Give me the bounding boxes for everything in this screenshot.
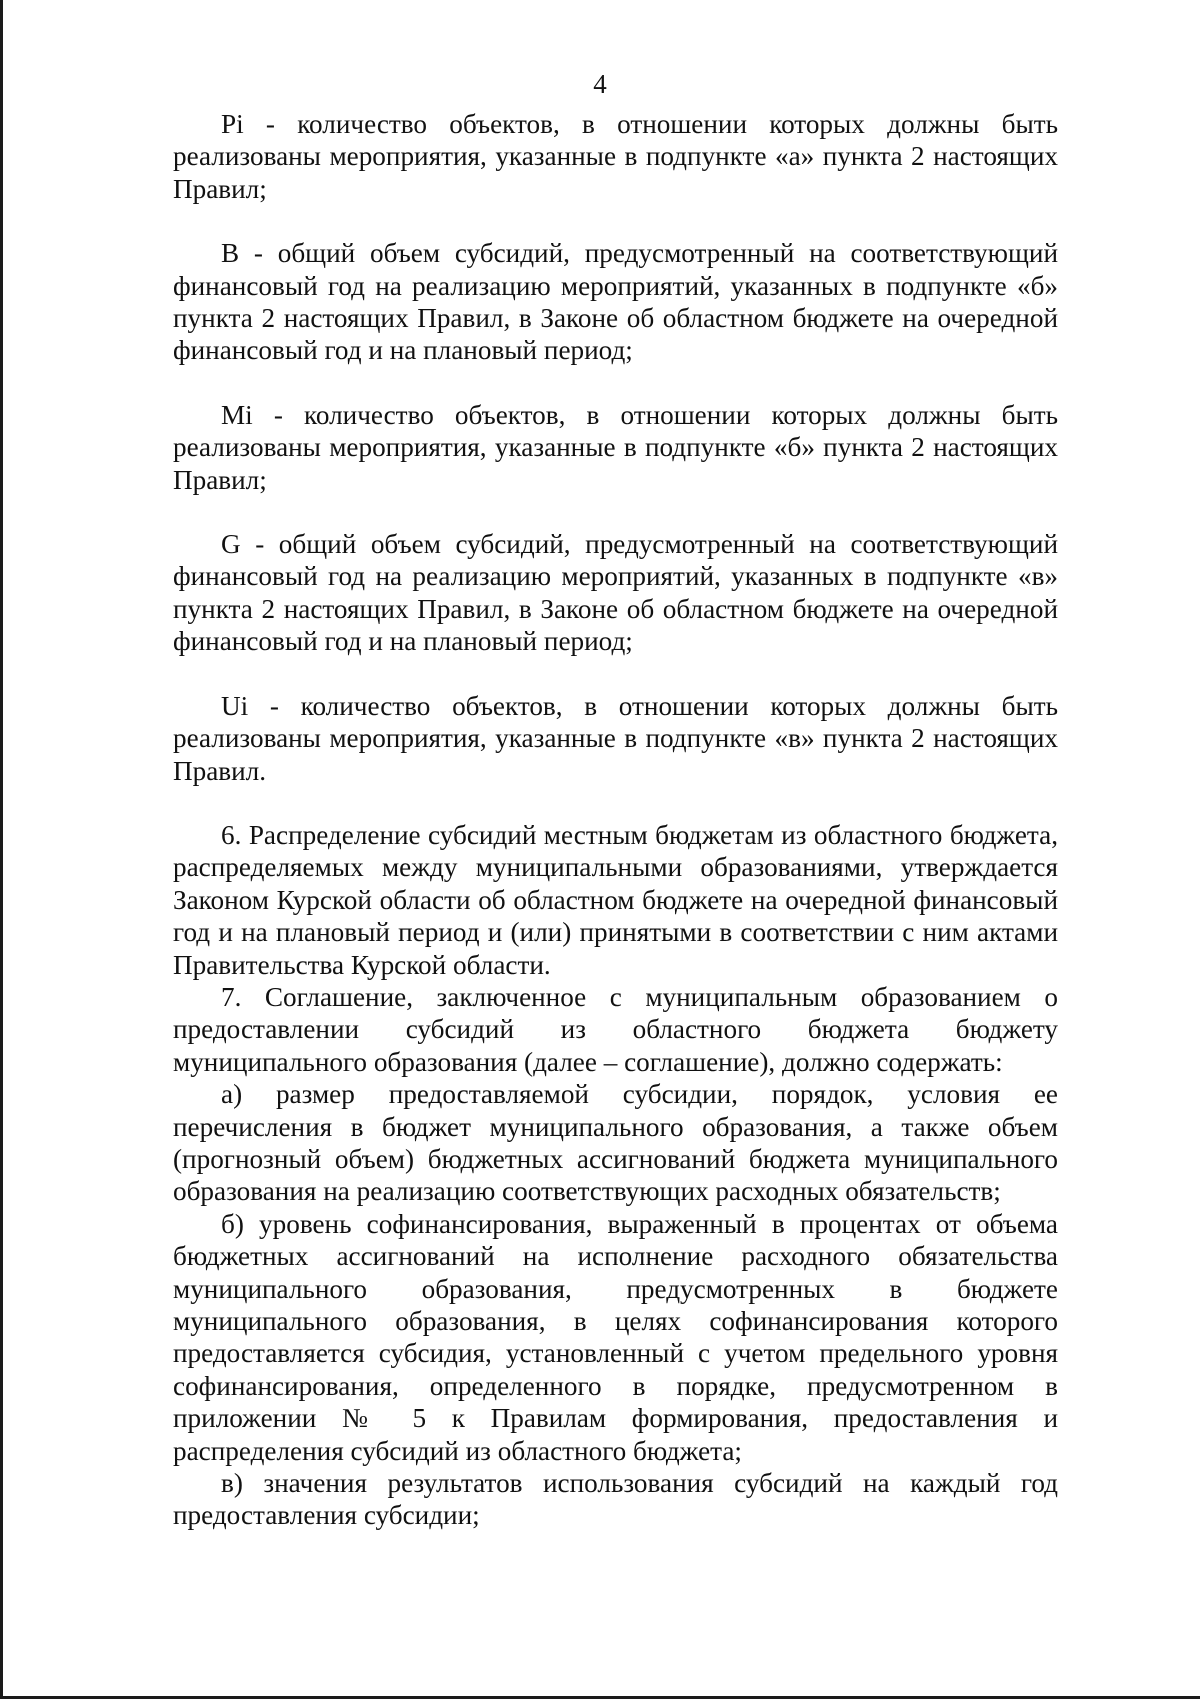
clause-7-item-a: а) размер предоставляемой субсидии, порядок, условия ее перечисления в бюджет муниципального образования, а также объем (прогнозный объем) бюджетных ассигнований бюджета муниципального образования на реализацию соответствующих расходных обязательств;: [173, 1079, 1058, 1207]
definition-g: G - общий объем субсидий, предусмотренный на соответствующий финансовый год на реализацию мероприятий, указанных в подпункте «в» пункта 2 настоящих Правил, в Законе об областном бюджете на очередной финансовый год и на плановый период;: [173, 529, 1058, 657]
definition-pi: Pi - количество объектов, в отношении которых должны быть реализованы мероприятия, указанные в подпункте «а» пункта 2 настоящих Правил;: [173, 109, 1058, 204]
clause-7-item-b: б) уровень софинансирования, выраженный в процентах от объема бюджетных ассигнований на исполнение расходного обязательства муниципального образования, предусмотренных в бюджете муниципального образования, в целях софинансирования которого предоставляется субсидия, установленный с учетом предельного уровня софинансирования, определенного в порядке, предусмотренном в приложении № 5 к Правилам формирования, предоставления и распределения субсидий из областного бюджета;: [173, 1208, 1058, 1466]
definition-mi: Mi - количество объектов, в отношении которых должны быть реализованы мероприятия, указанные в подпункте «б» пункта 2 настоящих Правил;: [173, 399, 1058, 495]
definition-b: B - общий объем субсидий, предусмотренный на соответствующий финансовый год на реализацию мероприятий, указанных в подпункте «б» пункта 2 настоящих Правил, в Законе об областном бюджете на очередной финансовый год и на плановый период;: [173, 238, 1058, 366]
definition-ui: Ui - количество объектов, в отношении которых должны быть реализованы мероприятия, указанные в подпункте «в» пункта 2 настоящих Правил.: [173, 690, 1058, 786]
clause-6: 6. Распределение субсидий местным бюджетам из областного бюджета, распределяемых между муниципальными образованиями, утверждается Законом Курской области об областном бюджете на очередной финансовый год и на плановый период и (или) принятыми в соответствии с ним актами Правительства Курской области.: [173, 819, 1058, 980]
clause-7: 7. Соглашение, заключенное с муниципальным образованием о предоставлении субсидий из областного бюджета бюджету муниципального образования (далее – соглашение), должно содержать:: [173, 981, 1058, 1077]
scan-edge-left: [0, 0, 3, 1699]
document-body: [173, 108, 1058, 1532]
clause-7-item-v: в) значения результатов использования субсидий на каждый год предоставления субсидии;: [173, 1468, 1058, 1531]
page-number: 4: [593, 69, 607, 99]
